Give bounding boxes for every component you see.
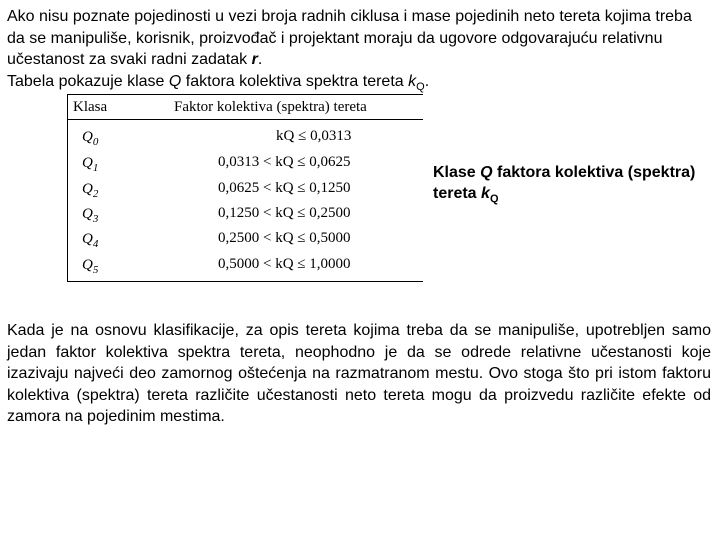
class-range: 0,5000 < kQ ≤ 1,0000: [218, 256, 351, 272]
table-row: [68, 125, 423, 151]
table-row: [68, 227, 423, 253]
table-row: [68, 253, 423, 279]
class-label: $Q_0$: [82, 129, 99, 148]
class-range: 0,0313 < kQ ≤ 0,0625: [218, 154, 351, 170]
caption-b: faktora kolektiva (spektra) tereta: [433, 164, 696, 202]
intro-var-r: r: [251, 51, 258, 68]
class-label: $Q_4$: [82, 231, 99, 250]
intro-text: Ako nisu poznate pojedinosti u vezi broja radnih ciklusa i mase pojedinih neto tereta kojima treba da se manipuliše, korisnik, proizvođač i projektant moraju da ugovore odgovarajuću relativnu učestanost za svaki radni zadatak: [7, 8, 692, 68]
table-caption: [433, 162, 703, 210]
header-faktor: Faktor kolektiva (spektra) tereta: [174, 99, 367, 115]
intro-line2-k: k: [408, 72, 417, 90]
table-row: [68, 151, 423, 177]
table-row: [68, 202, 423, 228]
class-label: $Q_2$: [82, 181, 99, 200]
caption-q: Q: [480, 164, 493, 181]
intro-line2-end: .: [424, 72, 430, 90]
class-label: $Q_1$: [82, 155, 99, 174]
intro-line-1: [7, 6, 713, 71]
body-paragraph: Kada je na osnovu klasifikacije, za opis tereta kojima treba da se manipuliše, upotrebljen samo jedan faktor kolektiva spektra tereta, neophodno je da se odrede relativne učestanosti koje izazivaju najveći deo zamornog oštećenja na razmatranom mestu. Ovo stoga što pri istom faktoru kolektiva (spektra) tereta različite učestanosti neto tereta mogu da proizvedu različite efekte od zamora na pojedinim mestima.: [7, 322, 711, 425]
table-header: [68, 95, 423, 120]
class-range: 0,0625 < kQ ≤ 0,1250: [218, 180, 351, 196]
class-table: [67, 94, 423, 282]
header-klasa: Klasa: [73, 99, 108, 115]
intro-line2-b: faktora kolektiva spektra tereta: [181, 72, 409, 90]
intro-paragraph: [7, 6, 713, 98]
class-label: $Q_5$: [82, 257, 99, 276]
class-range: kQ ≤ 0,0313: [276, 128, 352, 144]
intro-line2-a: Tabela pokazuje klase: [7, 72, 169, 90]
intro-line2-q: Q: [168, 72, 182, 90]
table-row: [68, 177, 423, 203]
caption-k: k: [481, 185, 490, 202]
caption-sub: Q: [489, 193, 499, 206]
class-label: $Q_3$: [82, 206, 99, 225]
class-range: 0,1250 < kQ ≤ 0,2500: [218, 205, 351, 221]
intro-line2-sub: Q: [416, 80, 425, 93]
class-range: 0,2500 < kQ ≤ 0,5000: [218, 230, 351, 246]
caption-a: Klase: [433, 164, 481, 181]
intro-period: .: [257, 51, 263, 68]
